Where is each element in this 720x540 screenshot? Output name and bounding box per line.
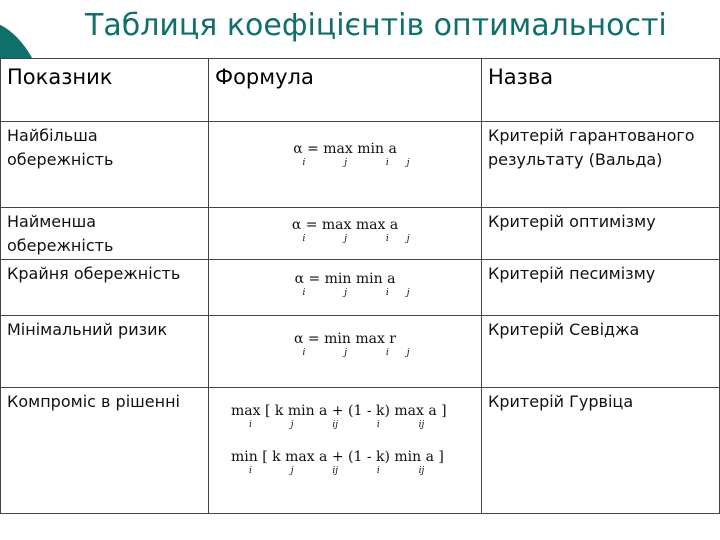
formula-cell: [209, 260, 482, 316]
name-cell: Критерій оптимізму: [482, 208, 720, 260]
optimality-table: [0, 58, 720, 514]
indicator-cell: Крайня обережність: [1, 260, 209, 316]
formula-text: max [ k min a + (1 - k) max a ]: [231, 403, 447, 419]
formula-cell: [209, 388, 482, 514]
formula-cell: [209, 316, 482, 388]
table-row: [1, 260, 720, 316]
formula-subscripts: i j ij: [302, 288, 428, 298]
formula-text: α = min min a: [294, 271, 396, 287]
header-formula: Формула: [209, 59, 482, 122]
table-row: [1, 208, 720, 260]
formula-cell: [209, 208, 482, 260]
table-row: [1, 122, 720, 208]
formula-subscripts: i j ij: [302, 348, 428, 358]
formula-text: α = min max r: [294, 331, 396, 347]
indicator-cell: Мінімальний ризик: [1, 316, 209, 388]
table-row: [1, 316, 720, 388]
indicator-cell: Найбільша обережність: [1, 122, 209, 208]
name-cell: Критерій Гурвіца: [482, 388, 720, 514]
name-cell: Критерій гарантованого результату (Вальда): [482, 122, 720, 208]
formula-text: α = max min a: [293, 141, 397, 157]
indicator-cell: Найменша обережність: [1, 208, 209, 260]
formula-subscripts-2: i j ij i ij: [249, 466, 425, 476]
name-cell: Критерій песимізму: [482, 260, 720, 316]
indicator-cell: Компроміс в рішенні: [1, 388, 209, 514]
page-title: Таблиця коефіцієнтів оптимальності: [85, 8, 667, 43]
header-indicator: Показник: [1, 59, 209, 122]
header-row: [1, 59, 720, 122]
formula-text: α = max max a: [291, 217, 399, 233]
formula-subscripts: i j ij: [302, 234, 428, 244]
formula-subscripts: i j ij: [302, 158, 428, 168]
formula-cell: [209, 122, 482, 208]
formula-subscripts: i j ij i ij: [249, 420, 425, 430]
header-name: Назва: [482, 59, 720, 122]
table-row: [1, 388, 720, 514]
formula-text-2: min [ k max a + (1 - k) min a ]: [231, 449, 444, 465]
name-cell: Критерій Севіджа: [482, 316, 720, 388]
